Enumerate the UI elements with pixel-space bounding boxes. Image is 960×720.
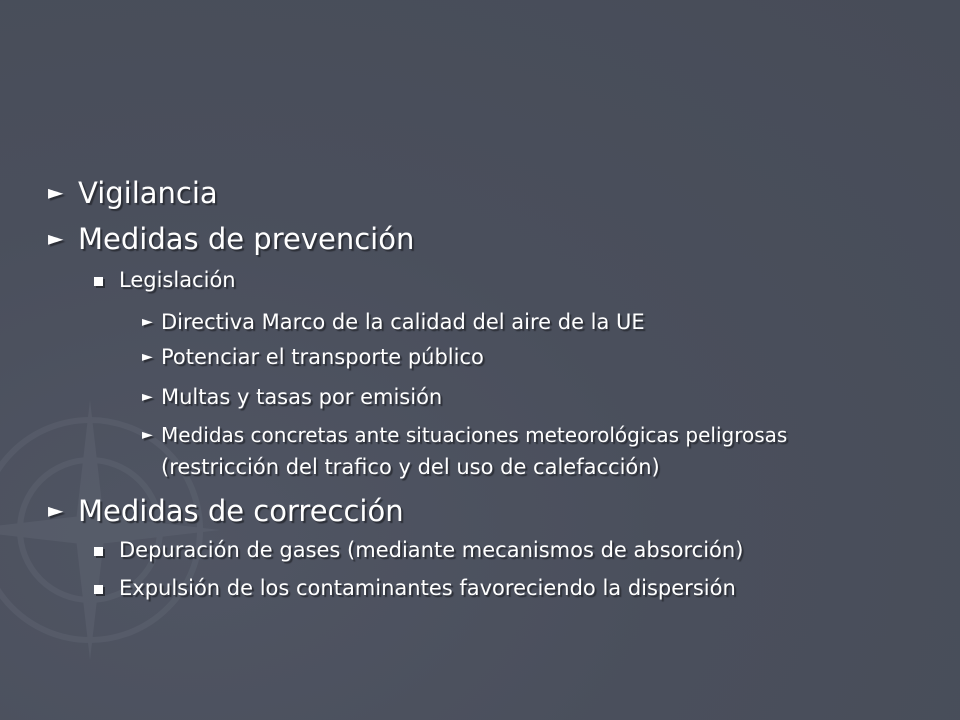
bullet-text: Medidas concretas ante situaciones meteorológicas peligrosas	[161, 423, 788, 447]
bullet-text: Directiva Marco de la calidad del aire de la UE	[161, 310, 645, 334]
bullet-text: Expulsión de los contaminantes favoreciendo la dispersión	[119, 576, 736, 600]
triangle-right-icon: ►	[142, 349, 153, 365]
triangle-right-icon: ►	[48, 180, 64, 204]
square-icon	[94, 585, 103, 594]
bullet-text: Medidas de corrección	[78, 494, 404, 528]
bullet-text: Medidas de prevención	[78, 222, 415, 256]
square-icon	[94, 547, 103, 556]
bullet-text: Depuración de gases (mediante mecanismos de absorción)	[119, 538, 744, 562]
square-icon	[94, 277, 103, 286]
triangle-right-icon: ►	[142, 389, 153, 405]
triangle-right-icon: ►	[142, 427, 153, 443]
bullet-text: Vigilancia	[78, 176, 218, 210]
bullet-text-continuation: (restricción del trafico y del uso de calefacción)	[161, 455, 660, 479]
triangle-right-icon: ►	[48, 226, 64, 250]
bullet-text: Legislación	[119, 268, 236, 292]
triangle-right-icon: ►	[48, 498, 64, 522]
bullet-text: Potenciar el transporte público	[161, 345, 484, 369]
bullet-text: Multas y tasas por emisión	[161, 385, 443, 409]
triangle-right-icon: ►	[142, 314, 153, 330]
